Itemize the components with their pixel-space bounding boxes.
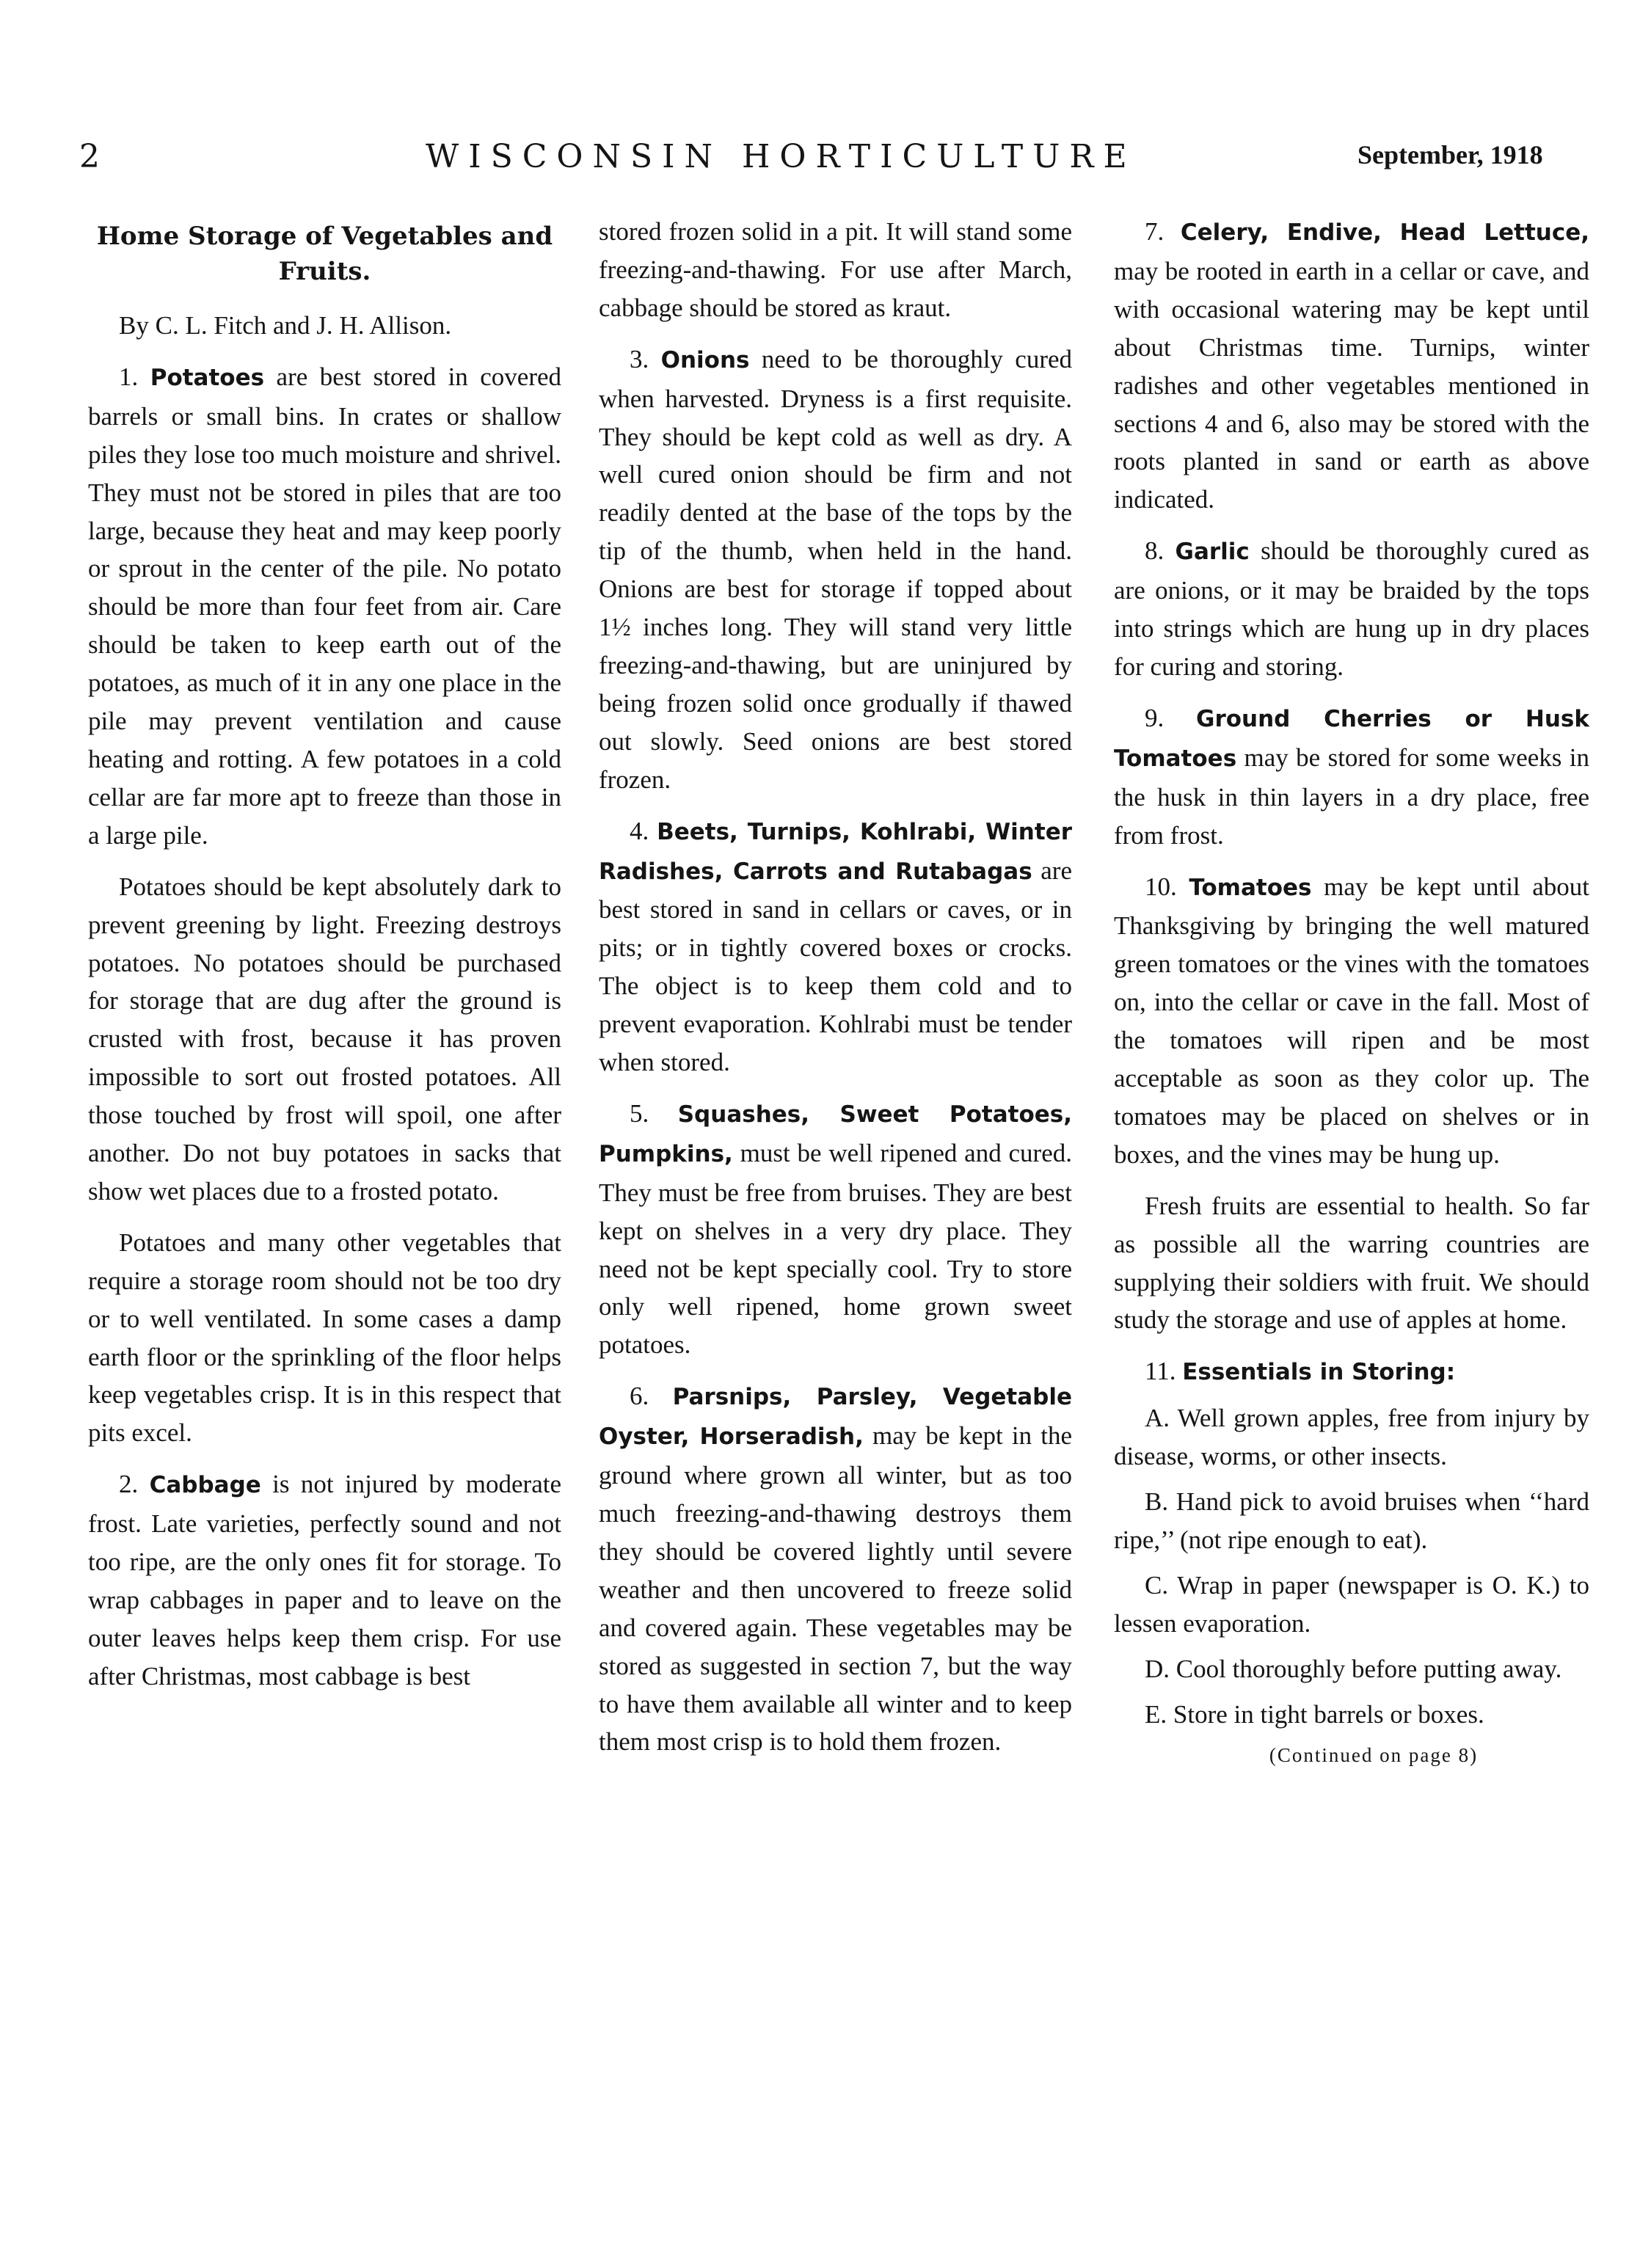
list-item: C. Wrap in paper (newspaper is O. K.) to lessen evaporation. [1114,1570,1589,1638]
heading-beets: Beets, Turnips, Kohlrabi, Winter Radishes, Carrots and Rutabagas [599,818,1073,885]
page-header [0,138,1651,182]
list-item: B. Hand pick to avoid bruises when ‘‘hard ripe,’’ (not ripe enough to eat). [1114,1487,1589,1554]
issue-date: September, 1918 [1357,140,1543,169]
paragraph: Fresh fruits are essential to health. So far as possible all the warring countries are supplying their soldiers with fruit. We should study the storage and use of apples at home. [1114,1191,1589,1335]
paragraph: stored frozen solid in a pit. It will stand some freezing-and-thawing. For use after March, cabbage should be stored as kraut. [599,217,1072,322]
section-garlic: 8. Garlic should be thoroughly cured as are onions, or it may be braided by the tops into strings which are hung up in dry places for curing and storing. [1114,536,1589,681]
heading-tomatoes: Tomatoes [1189,874,1312,901]
paragraph: Potatoes should be kept absolutely dark to prevent greening by light. Freezing destroys potatoes. No potatoes should be purchased for storage that are dug after the ground is crusted with frost, because it has proven impossible to sort out frosted potatoes. All those touched by frost will spoil, one after another. Do not buy potatoes in sacks that show wet places due to a frosted potato. [88,872,561,1206]
paragraph: Potatoes and many other vegetables that require a storage room should not be too dry or to well ventilated. In some cases a damp earth floor or the sprinkling of the floor helps keep vegetables crisp. It is in this respect that pits excel. [88,1228,561,1448]
section-tomatoes: 10. Tomatoes may be kept until about Thanksgiving by bringing the well matured green tomatoes or the vines with the tomatoes on, into the cellar or cave in the fall. Most of the tomatoes will ripen and be most acceptable as soon as they color up. The tomatoes may be placed on shelves or in boxes, and the vines may be hung up. [1114,872,1590,1169]
heading-ground-cherries: Ground Cherries or Husk Tomatoes [1114,705,1589,772]
section-beets: 4. Beets, Turnips, Kohlrabi, Winter Radishes, Carrots and Rutabagas are best stored in sand in cellars or caves, or in pits; or in tightly covered boxes or crocks. The object is to keep them cold and to prevent evaporation. Kohlrabi must be tender when stored. [599,816,1073,1077]
heading-cabbage: Cabbage [149,1472,261,1499]
section-ground-cherries: 9. Ground Cherries or Husk Tomatoes may be stored for some weeks in the husk in thin layers in a dry place, free from frost. [1114,703,1590,850]
section-essentials: 11. Essentials in Storing: [1145,1357,1456,1386]
section-cabbage: 2. Cabbage is not injured by moderate frost. Late varieties, perfectly sound and not too ripe, are the only ones fit for storage. To wrap cabbages in paper and to leave on the outer leaves helps keep them crisp. For use after Christmas, most cabbage is best [88,1470,561,1691]
heading-onions: Onions [660,346,750,373]
article-title: Home Storage of Vegetables and Fruits. [96,222,553,286]
column-1 [88,213,561,1709]
list-item: E. Store in tight barrels or boxes. [1145,1699,1484,1729]
column-2 [599,213,1072,1774]
heading-parsnips: Parsnips, Parsley, Vegetable Oyster, Horseradish, [599,1384,1072,1451]
publication-title: WISCONSIN HORTICULTURE [426,138,1137,175]
continued-note: (Continued on page 8) [1269,1743,1479,1766]
section-potatoes: 1. Potatoes are best stored in covered barrels or small bins. In crates or shallow piles they lose too much moisture and shrivel. They must not be stored in piles that are too large, because they heat and may keep poorly or sprout in the center of the pile. No potato should be more than four feet from air. Care should be taken to keep earth out of the potatoes, as much of it in any one place in the pile may prevent ventilation and cause heating and rotting. A few potatoes in a cold cellar are far more apt to freeze than those in a large pile. [88,362,562,850]
list-item: D. Cool thoroughly before putting away. [1145,1654,1562,1683]
section-celery: 7. Celery, Endive, Head Lettuce, may be rooted in earth in a cellar or cave, and with occasional watering may be kept until about Christmas time. Turnips, winter radishes and other vegetables mentioned in sections 4 and 6, also may be stored with the roots planted in sand or earth as above indicated. [1114,217,1590,514]
page-number: 2 [79,138,100,175]
article-byline: By C. L. Fitch and J. H. Allison. [119,311,452,340]
section-squashes: 5. Squashes, Sweet Potatoes, Pumpkins, must be well ripened and cured. They must be free from bruises. They are best kept on shelves in a very dry place. They need not be kept specially cool. Try to store only well ripened, home grown sweet potatoes. [599,1098,1073,1360]
section-onions: 3. Onions need to be thoroughly cured when harvested. Dryness is a first requisite. They should be kept cold as well as dry. A well cured onion should be firm and not readily dented at the base of the tops by the tip of the thumb, when held in the hand. Onions are best for storage if topped about 1½ inches long. They will stand very little freezing-and-thawing, but are uninjured by being frozen solid once grodually if thawed out slowly. Seed onions are best stored frozen. [599,344,1073,794]
list-item: A. Well grown apples, free from injury by disease, worms, or other insects. [1114,1404,1589,1471]
column-3 [1114,213,1589,1774]
heading-garlic: Garlic [1175,539,1250,566]
heading-potatoes: Potatoes [150,364,265,391]
heading-essentials: Essentials in Storing: [1182,1359,1456,1386]
section-parsnips: 6. Parsnips, Parsley, Vegetable Oyster, Horseradish, may be kept in the ground where grown all winter, but as too much freezing-and-thawing destroys them they should be covered lightly until severe weather and then uncovered to freeze solid and covered again. These vegetables may be stored as suggested in section 7, but the way to have them available all winter and to keep them most crisp is to hold them frozen. [599,1382,1072,1757]
heading-squashes: Squashes, Sweet Potatoes, Pumpkins, [599,1101,1073,1167]
heading-celery: Celery, Endive, Head Lettuce, [1180,219,1590,246]
